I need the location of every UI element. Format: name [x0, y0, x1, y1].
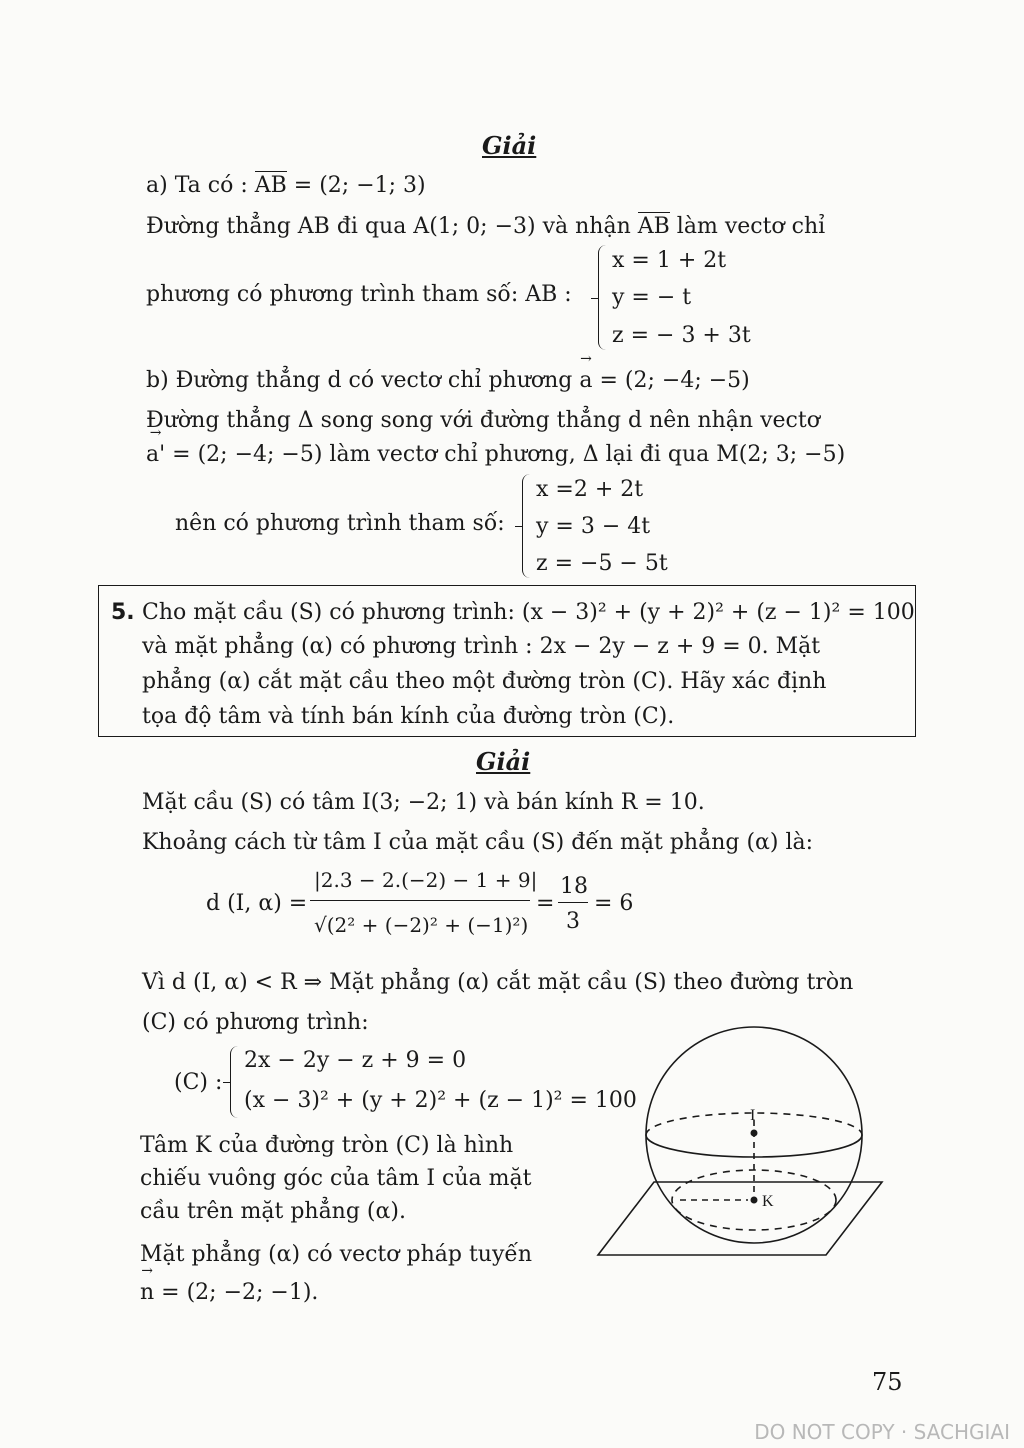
distance-lhs: d (I, α) =	[206, 891, 308, 916]
vector-ab-value: = (2; −1; 3)	[286, 173, 426, 198]
brace-delta	[522, 474, 533, 578]
problem-5-number: 5.	[111, 600, 135, 625]
distance-fraction-bar	[310, 900, 530, 901]
center-k-dot	[751, 1197, 758, 1204]
vector-n: → n	[140, 1282, 154, 1304]
solution-5-line-8: Mặt phẳng (α) có vectơ pháp tuyến	[140, 1242, 533, 1267]
watermark: DO NOT COPY · SACHGIAI	[754, 1420, 1010, 1444]
problem-5-line-3: phẳng (α) cắt mặt cầu theo một đường tròn (C). Hãy xác định	[142, 669, 827, 694]
part-a-line-3: phương có phương trình tham số: AB :	[146, 282, 572, 307]
vector-ab: AB	[254, 173, 287, 198]
part-b-line-2: Đường thẳng Δ song song với đường thẳng d nên nhận vectơ	[146, 408, 820, 433]
system-c-sphere: (x − 3)² + (y + 2)² + (z − 1)² = 100	[244, 1088, 637, 1113]
solution-heading-5: Giải	[476, 747, 531, 776]
system-delta-y: y = 3 − 4t	[536, 514, 651, 539]
solution-5-line-6: chiếu vuông góc của tâm I của mặt	[140, 1166, 532, 1191]
sphere-plane-figure	[590, 1010, 910, 1270]
distance-frac-numerator: 18	[560, 874, 588, 899]
system-c	[230, 1046, 637, 1118]
part-b-line-4: nên có phương trình tham số:	[175, 511, 505, 536]
vector-a-prime: → a'	[146, 444, 165, 466]
solution-5-line-3: Vì d (I, α) < R ⇒ Mặt phẳng (α) cắt mặt cầu (S) theo đường tròn	[142, 970, 854, 995]
problem-5-line-2: và mặt phẳng (α) có phương trình : 2x − 2y − z + 9 = 0. Mặt	[142, 634, 821, 659]
page-number: 75	[872, 1368, 903, 1396]
circle-c-label: (C) :	[174, 1070, 223, 1095]
label-k: K	[762, 1193, 774, 1210]
system-ab	[598, 245, 758, 350]
part-b-line-1-start: b) Đường thẳng d có vectơ chỉ phương	[146, 368, 580, 393]
system-delta-x: x =2 + 2t	[536, 477, 644, 502]
system-ab-x: x = 1 + 2t	[612, 248, 727, 273]
center-i-dot	[751, 1130, 758, 1137]
vector-a: → a	[579, 370, 592, 392]
part-b-line-1-end: = (2; −4; −5)	[592, 368, 750, 393]
system-ab-y: y = − t	[612, 285, 692, 310]
solution-5-line-1: Mặt cầu (S) có tâm I(3; −2; 1) và bán kính R = 10.	[142, 790, 705, 815]
distance-equals: =	[536, 891, 555, 916]
part-a-intro: a) Ta có :	[146, 173, 255, 198]
part-a-line-2-end: làm vectơ chỉ	[669, 214, 826, 239]
brace-c	[230, 1046, 241, 1118]
distance-denominator: √(2² + (−2)² + (−1)²)	[314, 913, 529, 937]
plane-alpha	[598, 1182, 882, 1255]
system-c-plane: 2x − 2y − z + 9 = 0	[244, 1048, 467, 1073]
system-delta	[522, 474, 692, 578]
problem-5-line-1: Cho mặt cầu (S) có phương trình: (x − 3)² + (y + 2)² + (z − 1)² = 100	[142, 600, 915, 625]
part-b-line-3-end: = (2; −4; −5) làm vectơ chỉ phương, Δ lại đi qua M(2; 3; −5)	[165, 442, 846, 467]
part-a-line-2	[146, 216, 825, 238]
vector-ab-2: AB	[637, 214, 670, 239]
distance-result: = 6	[594, 891, 634, 916]
solution-5-line-2: Khoảng cách từ tâm I của mặt cầu (S) đến mặt phẳng (α) là:	[142, 830, 814, 855]
distance-frac-denominator: 3	[566, 909, 580, 934]
system-delta-z: z = −5 − 5t	[536, 551, 668, 576]
solution-5-line-4: (C) có phương trình:	[142, 1010, 369, 1035]
part-a-line-1	[146, 175, 426, 197]
part-b-line-1	[146, 370, 750, 392]
brace-ab	[598, 245, 609, 350]
part-a-line-2-start: Đường thẳng AB đi qua A(1; 0; −3) và nhận	[146, 214, 638, 239]
solution-5-line-9-end: = (2; −2; −1).	[154, 1280, 319, 1305]
solution-5-line-9	[140, 1282, 318, 1304]
part-b-line-3	[146, 444, 845, 466]
solution-5-line-5: Tâm K của đường tròn (C) là hình	[140, 1133, 514, 1158]
system-ab-z: z = − 3 + 3t	[612, 323, 751, 348]
distance-numerator: |2.3 − 2.(−2) − 1 + 9|	[314, 868, 538, 892]
problem-5-line-4: tọa độ tâm và tính bán kính của đường tròn (C).	[142, 704, 675, 729]
solution-heading-4: Giải	[482, 131, 537, 160]
label-i: I	[750, 1107, 756, 1124]
distance-frac-bar	[558, 902, 588, 903]
solution-5-line-7: cầu trên mặt phẳng (α).	[140, 1199, 406, 1224]
